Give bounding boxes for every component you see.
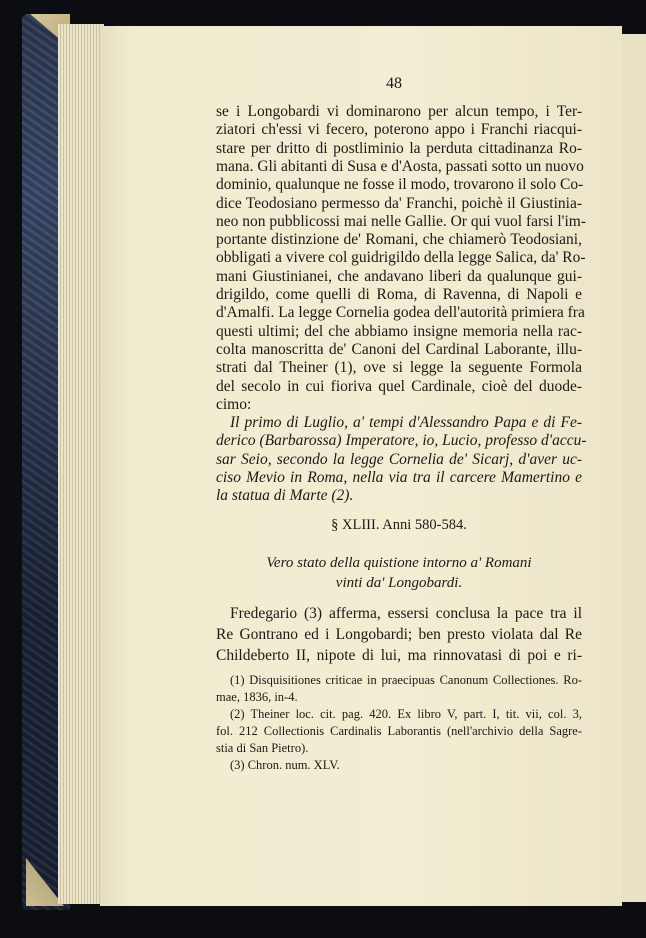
text-line: dice Teodosiano permesso da' Franchi, poichè il Giustinia- (216, 194, 582, 212)
section-subtitle-1: Vero stato della quistione intorno a' Romani (266, 555, 532, 571)
text-line: ciso Mevio in Roma, nella via tra il carcere Mamertino e (216, 469, 582, 486)
text-line: ziatori ch'essi vi fecero, poterono appo i Franchi riacqui- (216, 121, 582, 139)
text-line: portante distinzione de' Romani, che chiamerò Teodosiani, (216, 231, 582, 249)
text-line: cimo: (216, 395, 252, 413)
section-subtitle-2: vinti da' Longobardi. (335, 575, 463, 591)
text-line: strati dal Theiner (1), ove si legge la seguente Formola (216, 359, 582, 377)
footnote-line: stia di San Pietro). (216, 741, 309, 755)
text-line: Re Gontrano ed i Longobardi; ben presto violata dal Re (216, 626, 582, 643)
page-edges (58, 24, 104, 904)
text-line: questi ultimi; del che abbiamo insigne memoria nella rac- (216, 322, 582, 340)
text-line: stare per dritto di postliminio la perduta cittadinanza Ro- (216, 139, 582, 157)
text-line: derico (Barbarossa) Imperatore, io, Lucio, professo d'accu- (216, 432, 587, 450)
footnote-line: mae, 1836, in-4. (216, 690, 298, 704)
text-line: sar Seio, secondo la legge Cornelia de' Sicarj, d'aver uc- (216, 450, 582, 468)
text-line: la statua di Marte (2). (216, 487, 354, 505)
text-line: Childeberto II, nipote di lui, ma rinnovatasi di poi e ri- (216, 647, 582, 664)
text-line: dominio, qualunque ne fosse il modo, trovarono il solo Co- (216, 176, 584, 194)
text-line: del secolo in cui fioriva quel Cardinale, cioè del duode- (216, 377, 582, 395)
text-line: mana. Gli abitanti di Susa e d'Aosta, passati sotto un nuovo (216, 157, 584, 175)
text-line: colta manoscritta de' Canoni del Cardinal Laborante, illu- (216, 340, 582, 358)
text-line: neo non pubblicossi mai nelle Gallie. Or qui vuol farsi l'im- (216, 212, 586, 230)
facing-page-edge (622, 34, 646, 902)
footnote-line: (1) Disquisitiones criticae in praecipuas Canonum Collectiones. Ro- (230, 673, 582, 687)
section-heading: § XLIII. Anni 580-584. (331, 517, 467, 533)
page-number: 48 (386, 75, 402, 92)
text-line: Il primo di Luglio, a' tempi d'Alessandro Papa e di Fe- (230, 414, 582, 432)
text-line: obbligati a vivere col guidrigildo della legge Salica, da' Ro- (216, 249, 586, 267)
text-line: drigildo, come quelli di Roma, di Ravenna, di Napoli e (216, 286, 582, 303)
footnote-line: (2) Theiner loc. cit. pag. 420. Ex libro V, part. I, tit. vii, col. 3, (230, 707, 582, 721)
text-line: se i Longobardi vi dominarono per alcun tempo, i Ter- (216, 103, 582, 120)
text-line: Fredegario (3) afferma, essersi conclusa la pace tra il (230, 605, 582, 622)
footnote-line: (3) Chron. num. XLV. (230, 758, 340, 772)
footnote-line: fol. 212 Collectionis Cardinalis Laborantis (nell'archivio della Sagre- (216, 724, 582, 738)
text-line: d'Amalfi. La legge Cornelia godea dell'autorità primiera fra (216, 304, 585, 322)
text-line: mani Giustinianei, che andavano liberi da qualunque gui- (216, 267, 582, 285)
